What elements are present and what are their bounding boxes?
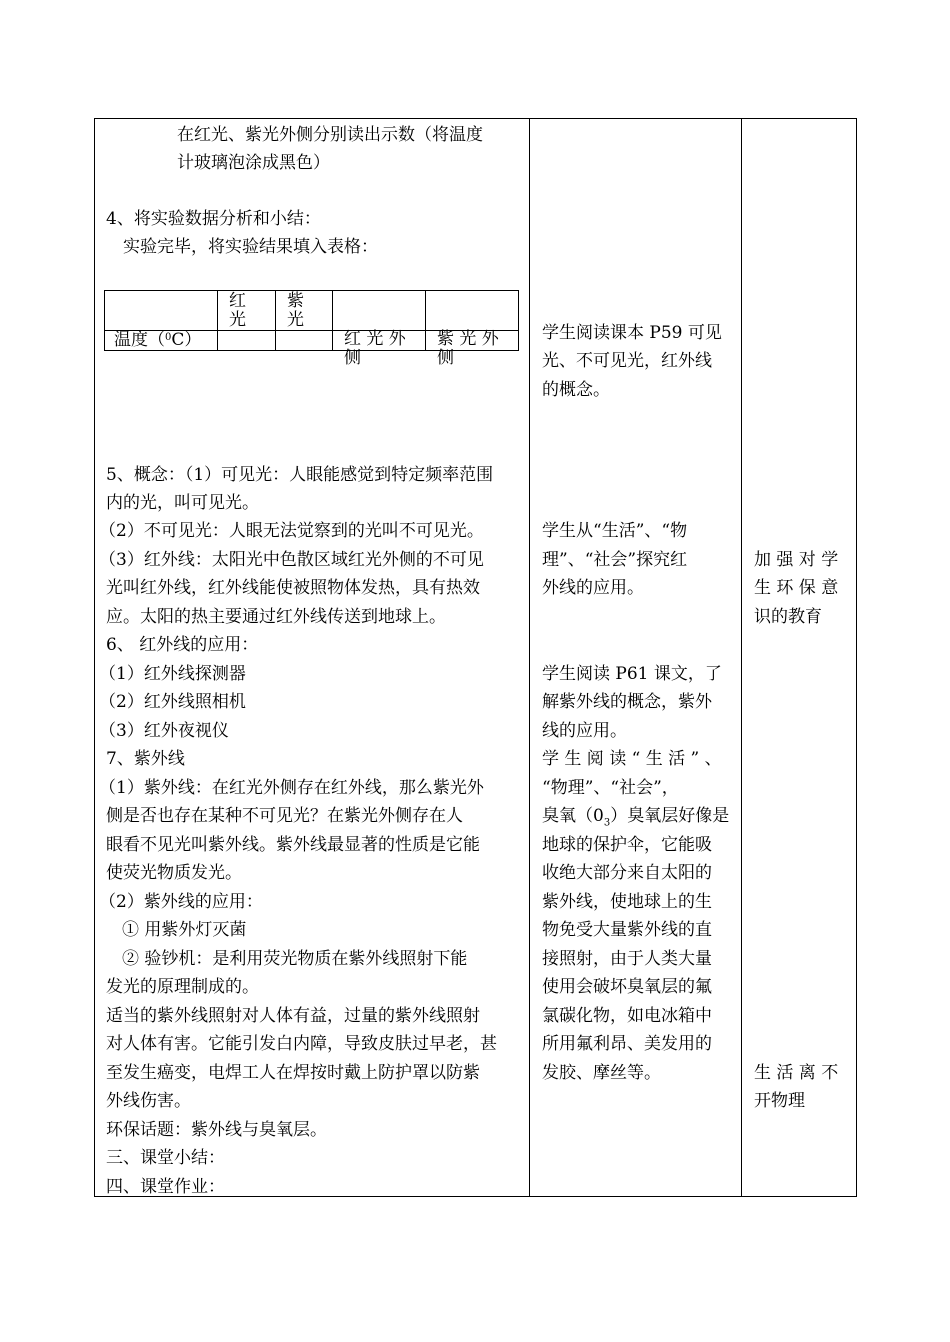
text-line: 使荧光物质发光。 [106, 863, 242, 883]
text-line: “物理”、“社会”， [542, 778, 679, 798]
section-6-title: 6、 红外线的应用： [106, 635, 259, 655]
text-line: 的概念。 [542, 380, 610, 400]
list-item: （3）红外夜视仪 [99, 721, 229, 741]
section-3-title: 三、课堂小结： [106, 1148, 225, 1168]
table-col-divider [217, 291, 218, 350]
text-line: 5、概念：（1）可见光：人眼能感觉到特定频率范围 [106, 465, 494, 485]
table-col-divider [275, 291, 276, 350]
text-line: 学生从“生活”、“物 [542, 521, 688, 541]
text-line: （2）紫外线的应用： [99, 892, 263, 912]
list-item: （1）红外线探测器 [99, 664, 246, 684]
text-line: 地球的保护伞，它能吸 [542, 835, 712, 855]
text-line: 解紫外线的概念，紫外 [542, 692, 712, 712]
text-line: （3）红外线：太阳光中色散区域红光外侧的不可见 [99, 550, 484, 570]
table-col-divider [425, 291, 426, 350]
section-7-title: 7、紫外线 [106, 749, 185, 769]
text-line: 氯碳化物，如电冰箱中 [542, 1006, 712, 1026]
column-divider-2 [741, 119, 742, 1196]
column-divider-1 [529, 119, 530, 1196]
text-line: 使用会破坏臭氧层的氟 [542, 977, 712, 997]
header-outside-violet: 紫 光 外 侧 [437, 329, 499, 368]
header-violet: 紫 光 [287, 291, 304, 330]
text-line: （2）不可见光：人眼无法觉察到的光叫不可见光。 [99, 521, 484, 541]
text-line: 发光的原理制成的。 [106, 977, 259, 997]
text-line: 物免受大量紫外线的直 [542, 920, 712, 940]
text-line: 开物理 [754, 1091, 805, 1111]
text-line: 计玻璃泡涂成黑色） [177, 153, 330, 173]
eco-topic: 环保话题：紫外线与臭氧层。 [106, 1120, 327, 1140]
text-line: 加 强 对 学 [754, 550, 839, 570]
text-line: 应。太阳的热主要通过红外线传送到地球上。 [106, 607, 446, 627]
text-line: 对人体有害。它能引发白内障，导致皮肤过早老，甚 [106, 1034, 497, 1054]
text-line: 接照射，由于人类大量 [542, 949, 712, 969]
text-line: 至发生癌变，电焊工人在焊按时戴上防护罩以防紫 [106, 1063, 480, 1083]
text-line: 生 环 保 意 [754, 578, 839, 598]
text-line: 外线伤害。 [106, 1091, 191, 1111]
header-outside-red: 红 光 外 侧 [344, 329, 406, 368]
text-line: 学生阅读课本 P59 可见 [542, 323, 722, 343]
text-line: 光叫红外线，红外线能使被照物体发热，具有热效 [106, 578, 480, 598]
text-line: 紫外线，使地球上的生 [542, 892, 712, 912]
text-line: 学生阅读 P61 课文，了 [542, 664, 722, 684]
text-line: 所用氟利昂、美发用的 [542, 1034, 712, 1054]
row-label-temperature: 温度（$^0$C） [114, 330, 202, 350]
text-line: 识的教育 [754, 607, 822, 627]
text-line: 眼看不见光叫紫外线。紫外线最显著的性质是它能 [106, 835, 480, 855]
lesson-table [94, 118, 857, 1197]
section-4b-title: 四、课堂作业： [106, 1177, 225, 1197]
list-item: ① 用紫外灯灭菌 [122, 920, 247, 940]
section-4-text: 实验完毕，将实验结果填入表格： [123, 237, 378, 257]
text-line: 线的应用。 [542, 721, 627, 741]
text-line: （1）紫外线：在红光外侧存在红外线，那么紫光外 [99, 778, 484, 798]
text-line: 内的光，叫可见光。 [106, 493, 259, 513]
list-item: ② 验钞机：是利用荧光物质在紫外线照射下能 [122, 949, 468, 969]
text-line: 臭氧$(0_3)$臭氧层好像是 [542, 806, 730, 829]
text-line: 适当的紫外线照射对人体有益，过量的紫外线照射 [106, 1006, 480, 1026]
text-line: 在红光、紫光外侧分别读出示数（将温度 [177, 125, 483, 145]
text-line: 理”、“社会”探究红 [542, 550, 688, 570]
section-4-title: 4、将实验数据分析和小结： [106, 209, 321, 229]
table-col-divider [332, 291, 333, 350]
list-item: （2）红外线照相机 [99, 692, 246, 712]
text-line: 外线的应用。 [542, 578, 644, 598]
text-line: 生 活 离 不 [754, 1063, 839, 1083]
text-line: 侧是否也存在某种不可见光？在紫光外侧存在人 [106, 806, 463, 826]
text-line: 学 生 阅 读 “ 生 活 ” 、 [542, 749, 722, 769]
text-line: 光、不可见光，红外线 [542, 351, 712, 371]
text-line: 收绝大部分来自太阳的 [542, 863, 712, 883]
results-table [104, 290, 519, 368]
header-red: 红 光 [229, 291, 246, 330]
text-line: 发胶、摩丝等。 [542, 1063, 661, 1083]
